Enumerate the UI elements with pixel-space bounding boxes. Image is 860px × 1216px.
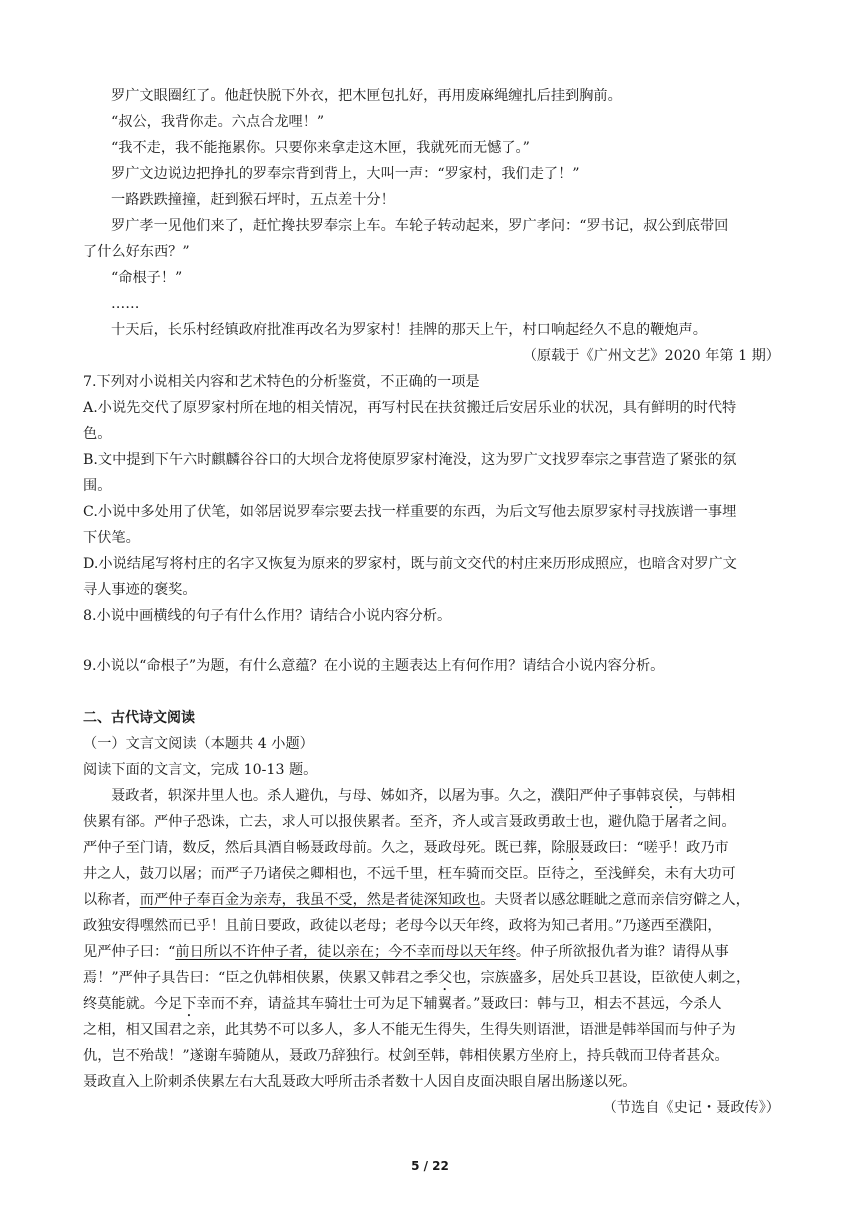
option-d-cont: 寻人事迹的褒奖。	[83, 582, 197, 598]
classical-text-line	[83, 994, 783, 1020]
emphasis-dot-char: 侯	[664, 788, 679, 804]
classical-text-line: 聂政直入上阶刺杀侠累左右大乱聂政大呼所击杀者数十人因自皮面决眼自屠出肠遂以死。	[83, 1074, 637, 1090]
text-segment: 严仲子至门请，数反，然后具酒自畅聂政母前。久之，聂政母死。既已葬，除	[83, 840, 566, 856]
story-paragraph: 罗广文眼圈红了。他赶快脱下外衣，把木匣包扎好，再用废麻绳缠扎后挂到胸前。	[111, 88, 622, 104]
text-segment: 以称者，	[83, 892, 140, 908]
option-d: D.小说结尾写将村庄的名字又恢复为原来的罗家村，既与前文交代的村庄来历形成照应，也暗含对罗广文	[83, 556, 737, 572]
text-segment: 。夫贤者以感忿睚眦之意而亲信穷僻之人，	[480, 892, 750, 908]
classical-text-line: 之相，相又国君之亲，此其势不可以多人，多人不能无生得失，生得失则语泄，语泄是韩举国而与仲子为	[83, 1022, 736, 1038]
text-segment: 见严仲子曰：“	[83, 944, 176, 960]
classical-text-line	[83, 968, 783, 994]
section-instructions: 阅读下面的文言文，完成 10-13 题。	[83, 762, 318, 778]
story-paragraph: 罗广孝一见他们来了，赶忙搀扶罗奉宗上车。车轮子转动起来，罗广孝问：“罗书记，叔公到底带回	[111, 218, 729, 234]
story-paragraph: “我不走，我不能拖累你。只要你来拿走这木匣，我就死而无憾了。”	[111, 140, 530, 156]
story-paragraph: 一路跌跌撞撞，赶到猴石坪时，五点差十分！	[111, 192, 395, 208]
question-8: 8.小说中画横线的句子有什么作用？请结合小说内容分析。	[83, 608, 452, 624]
underlined-sentence: 前日所以不许仲子者，徒以亲在；今不幸而母以天年终	[175, 944, 516, 960]
story-paragraph: 罗广文边说边把挣扎的罗奉宗背到背上，大叫一声：“罗家村，我们走了！”	[111, 166, 580, 182]
story-source: （原载于《广州文艺》2020 年第 1 期）	[522, 348, 780, 364]
question-7: 7.下列对小说相关内容和艺术特色的分析鉴赏，不正确的一项是	[83, 374, 480, 390]
option-a: A.小说先交代了原罗家村所在地的相关情况，再写村民在扶贫搬迁后安居乐业的状况，具有鲜明的时代特	[83, 400, 737, 416]
classical-source: （节选自《史记・聂政传》）	[602, 1100, 780, 1116]
story-paragraph: “命根子！”	[111, 270, 183, 286]
option-b-cont: 围。	[83, 478, 112, 494]
emphasis-dot-char: 父	[438, 970, 453, 986]
section-subheading: （一）文言文阅读（本题共 4 小题）	[83, 736, 314, 752]
classical-text-line	[83, 942, 783, 962]
story-paragraph-cont: 了什么好东西？”	[83, 244, 190, 260]
text-segment: 聂政者，轵深井里人也。杀人避仇，与母、姊如齐，以屠为事。久之，濮阳严仲子事韩哀	[111, 788, 665, 804]
section-heading: 二、古代诗文阅读	[83, 710, 195, 726]
option-c: C.小说中多处用了伏笔，如邻居说罗奉宗要去找一样重要的东西，为后文写他去原罗家村寻找族谱一事埋	[83, 504, 737, 520]
option-b: B.文中提到下午六时麒麟谷谷口的大坝合龙将使原罗家村淹没，这为罗广文找罗奉宗之事营造了紧张的氛	[83, 452, 737, 468]
text-segment: 聂政曰：“嗟乎！政乃市	[579, 840, 729, 856]
text-segment: 也，宗族盛多，居处兵卫甚设，臣欲使人刺之，	[452, 970, 751, 986]
classical-text-line: 政独安得嘿然而已乎！且前日要政，政徒以老母；老母今以天年终，政将为知己者用。”乃遂西至濮阳，	[83, 918, 722, 934]
page-number: 5 / 22	[411, 1159, 449, 1173]
story-paragraph: 十天后，长乐村经镇政府批准再改名为罗家村！挂牌的那天上午，村口响起经久不息的鞭炮声。	[111, 322, 707, 338]
text-segment: ，与韩相	[678, 788, 736, 804]
emphasis-dot-char: 下	[182, 996, 197, 1012]
underlined-sentence: 而严仲子奉百金为亲寿，我虽不受，然是者徒深知政也	[139, 892, 481, 908]
classical-text-line: 井之人，鼓刀以屠；而严子乃诸侯之卿相也，不远千里，枉车骑而交臣。臣待之，至浅鲜矣，未有大功可	[83, 866, 736, 882]
text-segment: 终莫能就。今足	[83, 996, 183, 1012]
text-segment: 。仲子所欲报仇者为谁？请得从事	[515, 944, 729, 960]
text-segment: 幸而不弃，请益其车骑壮士可为足下辅翼者。”聂政曰：韩与卫，相去不甚远，今杀人	[196, 996, 722, 1012]
option-a-cont: 色。	[83, 426, 112, 442]
classical-text-line: 侠累有郤。严仲子恐诛，亡去，求人可以报侠累者。至齐，齐人或言聂政勇敢士也，避仇隐于屠者之间。	[83, 814, 736, 830]
classical-text-line	[83, 890, 783, 910]
classical-text-line	[111, 786, 783, 812]
classical-text-line	[83, 838, 783, 864]
story-paragraph: “叔公，我背你走。六点合龙哩！”	[111, 114, 325, 130]
text-segment: 焉！”严仲子具告曰：“臣之仇韩相侠累，侠累又韩君之季	[83, 970, 439, 986]
story-ellipsis: ……	[111, 296, 140, 312]
question-9: 9.小说以“命根子”为题，有什么意蕴？在小说的主题表达上有何作用？请结合小说内容分析。	[83, 658, 665, 674]
option-c-cont: 下伏笔。	[83, 530, 140, 546]
emphasis-dot-char: 服	[565, 840, 580, 856]
classical-text-line: 仇，岂不殆哉！”遂谢车骑随从，聂政乃辞独行。杖剑至韩，韩相侠累方坐府上，持兵戟而卫侍者甚众。	[83, 1048, 729, 1064]
